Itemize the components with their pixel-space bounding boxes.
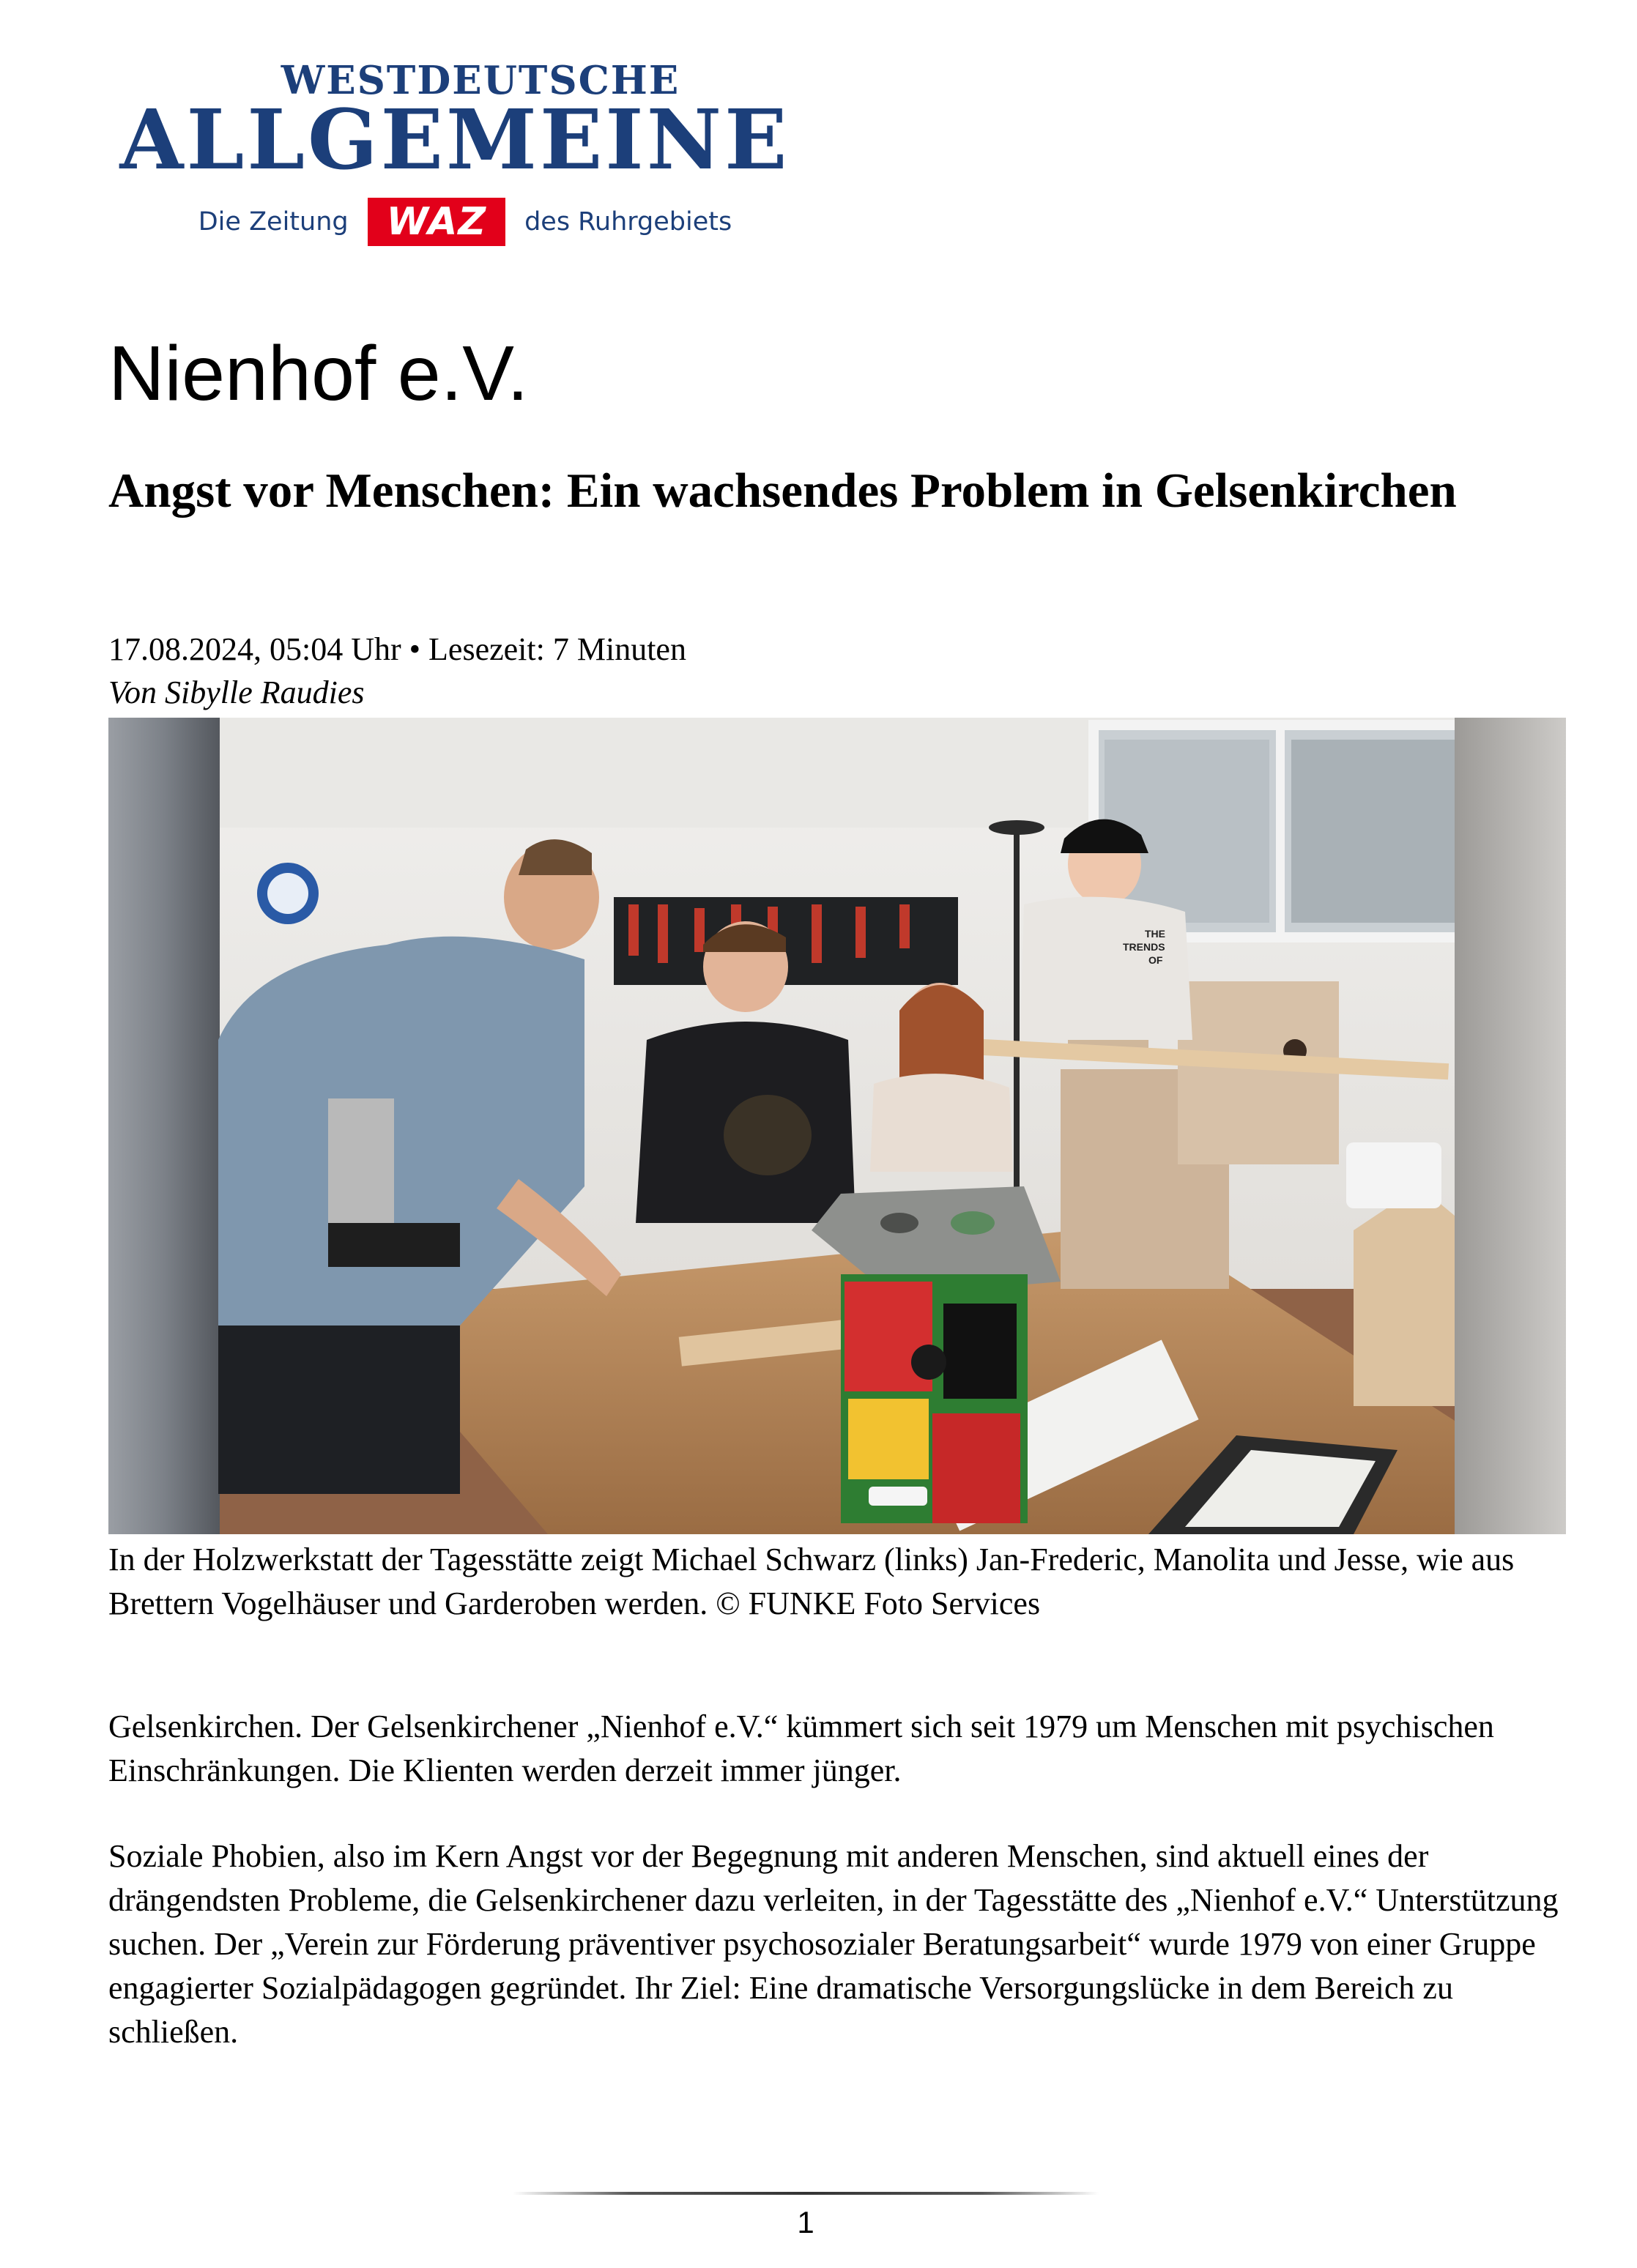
masthead-tagline	[117, 196, 813, 248]
article-photo	[108, 718, 1566, 1534]
waz-badge: WAZ	[368, 198, 505, 246]
masthead-line-2: ALLGEMEINE	[119, 92, 790, 188]
shirt-print-line-3: OF	[1148, 954, 1163, 966]
article-byline: Von Sibylle Raudies	[108, 674, 365, 710]
tagline-right: des Ruhrgebiets	[524, 207, 732, 237]
masthead-logo[interactable]	[107, 59, 803, 249]
article-kicker: Nienhof e.V.	[108, 330, 529, 417]
page-number: 1	[797, 2205, 814, 2239]
masthead-line-1: WESTDEUTSCHE	[281, 58, 680, 103]
article-paragraph-1: Gelsenkirchen. Der Gelsenkirchener „Nienhof e.V.“ kümmert sich seit 1979 um Menschen mit psychischen Einschränkungen. Die Klienten werden derzeit immer jünger.	[108, 1709, 1494, 1788]
shirt-print-line-2: TRENDS	[1123, 941, 1165, 953]
photo-caption: In der Holzwerkstatt der Tagesstätte zeigt Michael Schwarz (links) Jan-Frederic, Manolita und Jesse, wie aus Brettern Vogelhäuser und Garderoben werden. © FUNKE Foto Services	[108, 1542, 1515, 1621]
article-meta: 17.08.2024, 05:04 Uhr • Lesezeit: 7 Minuten	[108, 631, 686, 667]
article-paragraph-2: Soziale Phobien, also im Kern Angst vor der Begegnung mit anderen Menschen, sind aktuell eines der drängendsten Probleme, die Gelsenkirchener dazu verleiten, in der Tagesstätte des „Nienhof e.V.“ Unterstützung suchen. Der „Verein zur Förderung präventiver psychosozialer Beratungsarbeit“ wurde 1979 von einer Gruppe engagierter Sozialpädagogen gegründet. Ihr Ziel: Eine dramatische Versorgungslücke in dem Bereich zu schließen.	[108, 1838, 1559, 2050]
shirt-print-line-1: THE	[1145, 928, 1165, 940]
article-headline: Angst vor Menschen: Ein wachsendes Problem in Gelsenkirchen	[108, 464, 1457, 518]
tagline-left: Die Zeitung	[198, 207, 349, 237]
footer-divider	[513, 2192, 1099, 2195]
